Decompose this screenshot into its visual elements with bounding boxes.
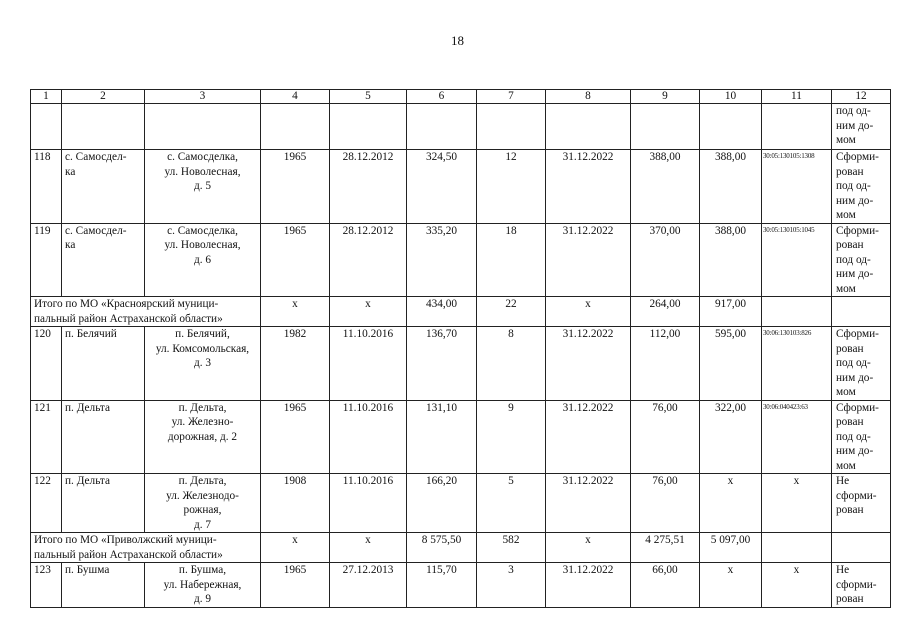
total-col-5: x <box>330 533 407 563</box>
address-cell: п. Белячий, ул. Комсомольская, д. 3 <box>145 327 261 401</box>
total-col-4: x <box>261 533 330 563</box>
year-cell: 1965 <box>261 563 330 608</box>
date-cell: 28.12.2012 <box>330 223 407 297</box>
total-area: 8 575,50 <box>407 533 477 563</box>
total-residents: 582 <box>477 533 546 563</box>
address-cell: с. Самосделка, ул. Новолесная, д. 6 <box>145 223 261 297</box>
residents-cell: 3 <box>477 563 546 608</box>
settlement-cell: п. Дельта <box>62 474 145 533</box>
cadastral-cell: 30:06:040423:63 <box>762 400 832 474</box>
address-cell: п. Дельта, ул. Железнодо- рожная, д. 7 <box>145 474 261 533</box>
table-row <box>31 563 891 608</box>
residents-cell: 9 <box>477 400 546 474</box>
col-header-6: 6 <box>407 90 477 104</box>
address-cell: с. Самосделка, ул. Новолесная, д. 5 <box>145 150 261 224</box>
area2-cell: 76,00 <box>631 400 700 474</box>
address-cell: п. Дельта, ул. Железно- дорожная, д. 2 <box>145 400 261 474</box>
col-header-8: 8 <box>546 90 631 104</box>
area3-cell: 388,00 <box>700 223 762 297</box>
total-label: Итого по МО «Приволжский муници- пальный район Астраханской области» <box>31 533 261 563</box>
col-header-2: 2 <box>62 90 145 104</box>
cadastral-cell: x <box>762 563 832 608</box>
col-header-10: 10 <box>700 90 762 104</box>
col-header-11: 11 <box>762 90 832 104</box>
area3-cell: 322,00 <box>700 400 762 474</box>
table-row <box>31 474 891 533</box>
area-cell: 115,70 <box>407 563 477 608</box>
year-cell: 1908 <box>261 474 330 533</box>
settlement-cell: п. Бушма <box>62 563 145 608</box>
col-header-12: 12 <box>832 90 891 104</box>
date-cell: 11.10.2016 <box>330 474 407 533</box>
area3-cell: 388,00 <box>700 150 762 224</box>
total-area2: 264,00 <box>631 297 700 327</box>
status-cell: под од- ним до- мом <box>832 104 891 150</box>
area-cell: 324,50 <box>407 150 477 224</box>
status-cell: Сформи- рован под од- ним до- мом <box>832 150 891 224</box>
date-cell: 28.12.2012 <box>330 150 407 224</box>
row-number: 122 <box>31 474 62 533</box>
total-row-privolzhsky <box>31 533 891 563</box>
year-cell: 1965 <box>261 223 330 297</box>
table-row <box>31 150 891 224</box>
col-header-9: 9 <box>631 90 700 104</box>
total-residents: 22 <box>477 297 546 327</box>
table-row <box>31 400 891 474</box>
area-cell: 166,20 <box>407 474 477 533</box>
residents-cell: 5 <box>477 474 546 533</box>
area-cell: 131,10 <box>407 400 477 474</box>
row-number: 118 <box>31 150 62 224</box>
residents-cell: 8 <box>477 327 546 401</box>
row-number: 121 <box>31 400 62 474</box>
area2-cell: 370,00 <box>631 223 700 297</box>
housing-registry-table <box>30 89 891 608</box>
row-number: 120 <box>31 327 62 401</box>
settlement-cell: с. Самосдел- ка <box>62 150 145 224</box>
area2-cell: 388,00 <box>631 150 700 224</box>
continuation-row <box>31 104 891 150</box>
year-cell: 1965 <box>261 400 330 474</box>
table-row <box>31 223 891 297</box>
col-header-4: 4 <box>261 90 330 104</box>
total-col-8: x <box>546 297 631 327</box>
total-area: 434,00 <box>407 297 477 327</box>
col-header-7: 7 <box>477 90 546 104</box>
year-cell: 1965 <box>261 150 330 224</box>
deadline-cell: 31.12.2022 <box>546 150 631 224</box>
status-cell: Сформи- рован под од- ним до- мом <box>832 223 891 297</box>
deadline-cell: 31.12.2022 <box>546 327 631 401</box>
area2-cell: 112,00 <box>631 327 700 401</box>
area2-cell: 76,00 <box>631 474 700 533</box>
date-cell: 11.10.2016 <box>330 400 407 474</box>
settlement-cell: п. Дельта <box>62 400 145 474</box>
total-col-5: x <box>330 297 407 327</box>
status-cell: Не сформи- рован <box>832 563 891 608</box>
total-area3: 917,00 <box>700 297 762 327</box>
col-header-1: 1 <box>31 90 62 104</box>
settlement-cell: с. Самосдел- ка <box>62 223 145 297</box>
table-row <box>31 327 891 401</box>
cadastral-cell: 30:05:130105:1308 <box>762 150 832 224</box>
total-row-krasnoyarsky <box>31 297 891 327</box>
area3-cell: x <box>700 474 762 533</box>
status-cell: Сформи- рован под од- ним до- мом <box>832 400 891 474</box>
total-label: Итого по МО «Красноярский муници- пальный район Астраханской области» <box>31 297 261 327</box>
row-number: 123 <box>31 563 62 608</box>
address-cell: п. Бушма, ул. Набережная, д. 9 <box>145 563 261 608</box>
date-cell: 11.10.2016 <box>330 327 407 401</box>
settlement-cell: п. Белячий <box>62 327 145 401</box>
cadastral-cell: 30:05:130105:1045 <box>762 223 832 297</box>
area2-cell: 66,00 <box>631 563 700 608</box>
column-number-row <box>31 90 891 104</box>
cadastral-cell: x <box>762 474 832 533</box>
residents-cell: 12 <box>477 150 546 224</box>
col-header-5: 5 <box>330 90 407 104</box>
year-cell: 1982 <box>261 327 330 401</box>
deadline-cell: 31.12.2022 <box>546 400 631 474</box>
total-col-4: x <box>261 297 330 327</box>
row-number: 119 <box>31 223 62 297</box>
page-number: 18 <box>451 33 464 48</box>
deadline-cell: 31.12.2022 <box>546 563 631 608</box>
total-col-8: x <box>546 533 631 563</box>
deadline-cell: 31.12.2022 <box>546 223 631 297</box>
area3-cell: 595,00 <box>700 327 762 401</box>
area-cell: 335,20 <box>407 223 477 297</box>
area-cell: 136,70 <box>407 327 477 401</box>
col-header-3: 3 <box>145 90 261 104</box>
status-cell: Не сформи- рован <box>832 474 891 533</box>
total-area2: 4 275,51 <box>631 533 700 563</box>
cadastral-cell: 30:06:130103:826 <box>762 327 832 401</box>
date-cell: 27.12.2013 <box>330 563 407 608</box>
deadline-cell: 31.12.2022 <box>546 474 631 533</box>
residents-cell: 18 <box>477 223 546 297</box>
total-area3: 5 097,00 <box>700 533 762 563</box>
area3-cell: x <box>700 563 762 608</box>
status-cell: Сформи- рован под од- ним до- мом <box>832 327 891 401</box>
